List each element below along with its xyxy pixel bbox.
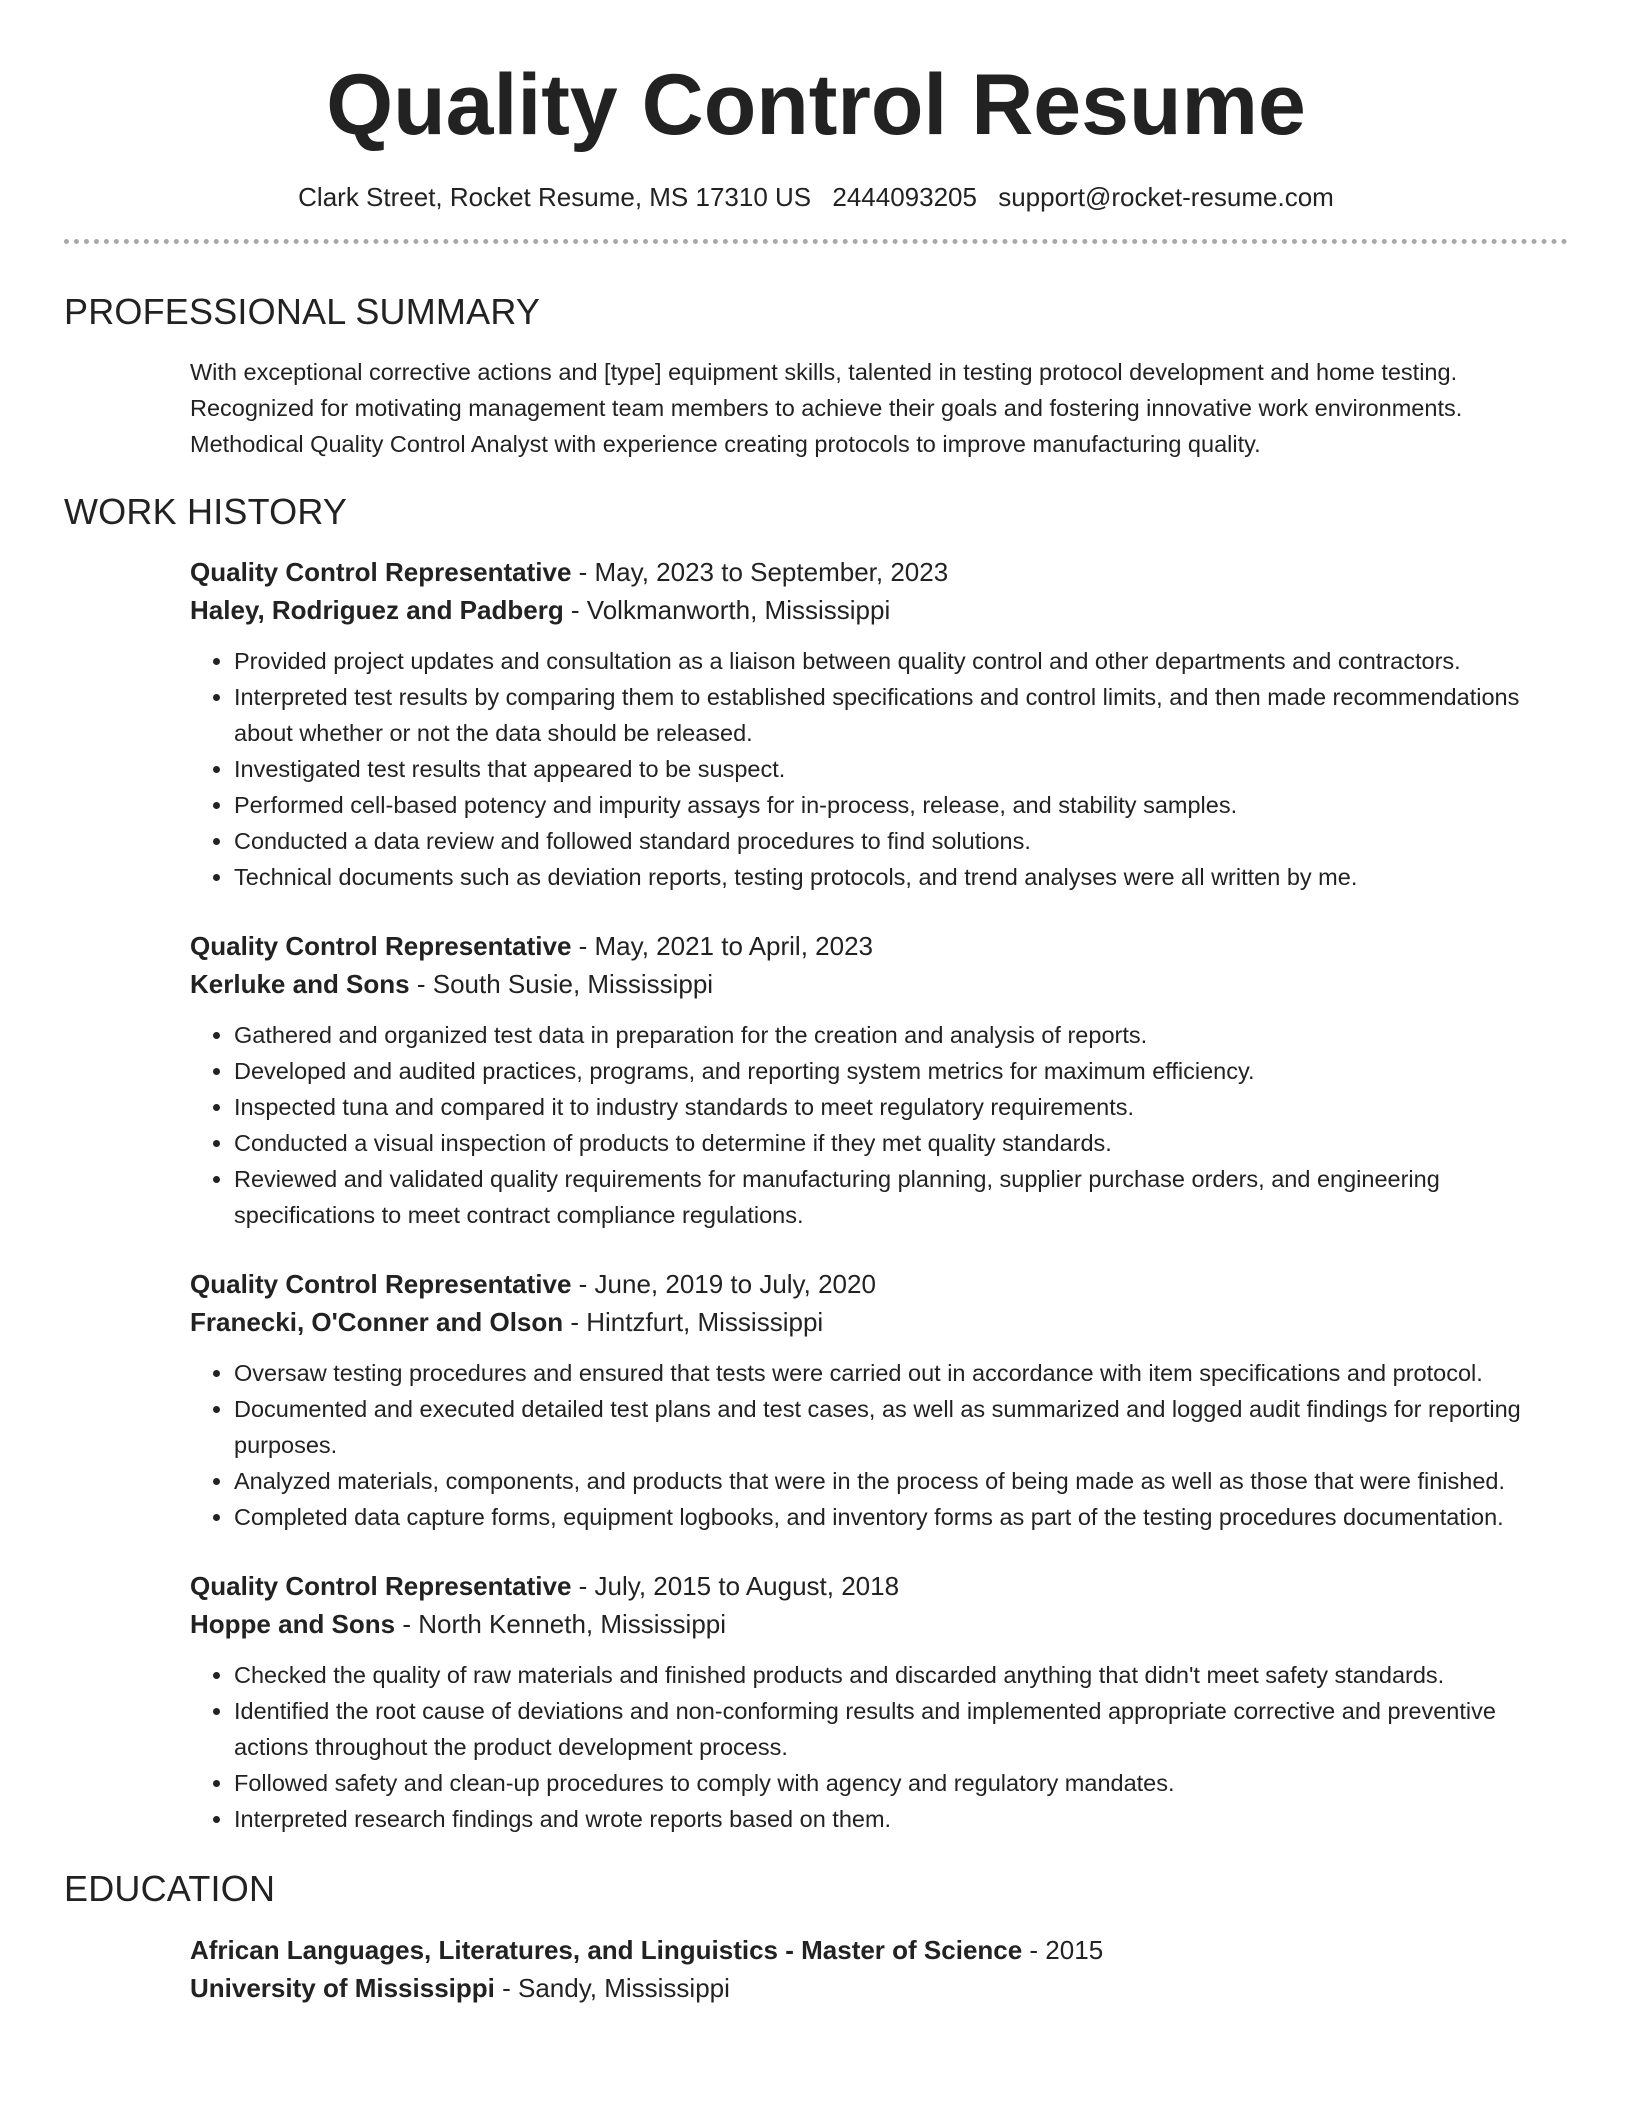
contact-phone: 2444093205 (832, 182, 977, 212)
job-role: Quality Control Representative (190, 557, 572, 588)
job-bullets (190, 1657, 1568, 1837)
job-bullet: • Oversaw testing procedures and ensured that tests were carried out in accordance with item specifications and protocol. (234, 1355, 1568, 1391)
contact-line (64, 182, 1568, 213)
job-bullets (190, 643, 1568, 895)
job-location: - North Kenneth, Mississippi (395, 1609, 727, 1640)
contact-email: support@rocket-resume.com (998, 182, 1334, 212)
job-company: Haley, Rodriguez and Padberg (190, 595, 564, 626)
job-bullet: • Inspected tuna and compared it to industry standards to meet regulatory requirements. (234, 1089, 1568, 1125)
job-company-line (190, 1605, 1568, 1643)
job-bullet: • Reviewed and validated quality requirements for manufacturing planning, supplier purchase orders, and engineering specifications to meet contract compliance regulations. (234, 1161, 1568, 1233)
job-entry (190, 1265, 1568, 1535)
job-bullet: • Conducted a data review and followed standard procedures to find solutions. (234, 823, 1568, 859)
job-location: - South Susie, Mississippi (409, 969, 714, 1000)
job-bullets (190, 1355, 1568, 1535)
job-dates: - June, 2019 to July, 2020 (571, 1269, 876, 1300)
job-company: Hoppe and Sons (190, 1609, 396, 1640)
summary-heading: PROFESSIONAL SUMMARY (64, 291, 541, 332)
job-role-line (190, 1265, 1568, 1303)
education-school-line (190, 1969, 1568, 2007)
job-entry (190, 1567, 1568, 1837)
contact-address: Clark Street, Rocket Resume, MS 17310 US (298, 182, 812, 212)
job-bullet: • Checked the quality of raw materials and finished products and discarded anything that didn't meet safety standards. (234, 1657, 1568, 1693)
job-company: Franecki, O'Conner and Olson (190, 1307, 564, 1338)
job-bullet: • Provided project updates and consultation as a liaison between quality control and other departments and contractors. (234, 643, 1568, 679)
work-history-heading: WORK HISTORY (64, 490, 348, 532)
education-location: - Sandy, Mississippi (494, 1972, 730, 2003)
job-bullet: • Interpreted test results by comparing them to established specifications and control limits, and then made recommendations about whether or not the data should be released. (234, 679, 1568, 751)
education-entry (190, 1931, 1568, 2007)
education-heading: EDUCATION (64, 1868, 276, 1910)
job-bullet: • Conducted a visual inspection of products to determine if they met quality standards. (234, 1125, 1568, 1161)
job-entry (190, 927, 1568, 1233)
job-role-line (190, 553, 1568, 591)
job-bullet: • Documented and executed detailed test plans and test cases, as well as summarized and logged audit findings for reporting purposes. (234, 1391, 1568, 1463)
education-school: University of Mississippi (190, 1972, 495, 2003)
job-bullet: • Interpreted research findings and wrote reports based on them. (234, 1801, 1568, 1837)
job-bullet: • Performed cell-based potency and impurity assays for in-process, release, and stability samples. (234, 787, 1568, 823)
job-dates: - May, 2021 to April, 2023 (571, 931, 873, 962)
education-year: - 2015 (1022, 1934, 1104, 1965)
job-company-line (190, 591, 1568, 629)
summary-text: With exceptional corrective actions and [type] equipment skills, talented in testing protocol development and home testing. Recognized for motivating management team members to achieve their goals and fostering innovative work environments. Methodical Quality Control Analyst with experience creating protocols to improve manufacturing quality. (190, 358, 1463, 457)
education-degree-line (190, 1931, 1568, 1969)
job-company: Kerluke and Sons (190, 969, 410, 1000)
work-history-list (64, 553, 1568, 1837)
job-bullet: • Analyzed materials, components, and products that were in the process of being made as well as those that were finished. (234, 1463, 1568, 1499)
job-bullet: • Technical documents such as deviation reports, testing protocols, and trend analyses were all written by me. (234, 859, 1568, 895)
job-dates: - July, 2015 to August, 2018 (571, 1571, 900, 1602)
job-role: Quality Control Representative (190, 1269, 572, 1300)
job-role: Quality Control Representative (190, 931, 572, 962)
job-bullet: • Followed safety and clean-up procedures to comply with agency and regulatory mandates. (234, 1765, 1568, 1801)
job-location: - Volkmanworth, Mississippi (563, 595, 891, 626)
job-bullet: • Identified the root cause of deviations and non-conforming results and implemented appropriate corrective and preventive actions throughout the product development process. (234, 1693, 1568, 1765)
job-company-line (190, 1303, 1568, 1341)
job-dates: - May, 2023 to September, 2023 (571, 557, 949, 588)
education-degree: African Languages, Literatures, and Linguistics - Master of Science (190, 1934, 1023, 1965)
job-bullet: • Developed and audited practices, programs, and reporting system metrics for maximum efficiency. (234, 1053, 1568, 1089)
job-bullet: • Completed data capture forms, equipment logbooks, and inventory forms as part of the testing procedures documentation. (234, 1499, 1568, 1535)
job-company-line (190, 965, 1568, 1003)
job-role-line (190, 1567, 1568, 1605)
job-bullet: • Investigated test results that appeared to be suspect. (234, 751, 1568, 787)
job-entry (190, 553, 1568, 895)
job-role: Quality Control Representative (190, 1571, 572, 1602)
job-role-line (190, 927, 1568, 965)
header-divider (64, 239, 1568, 244)
job-bullets (190, 1017, 1568, 1233)
job-location: - Hintzfurt, Mississippi (563, 1307, 824, 1338)
job-bullet: • Gathered and organized test data in preparation for the creation and analysis of reports. (234, 1017, 1568, 1053)
resume-title: Quality Control Resume (326, 57, 1306, 153)
